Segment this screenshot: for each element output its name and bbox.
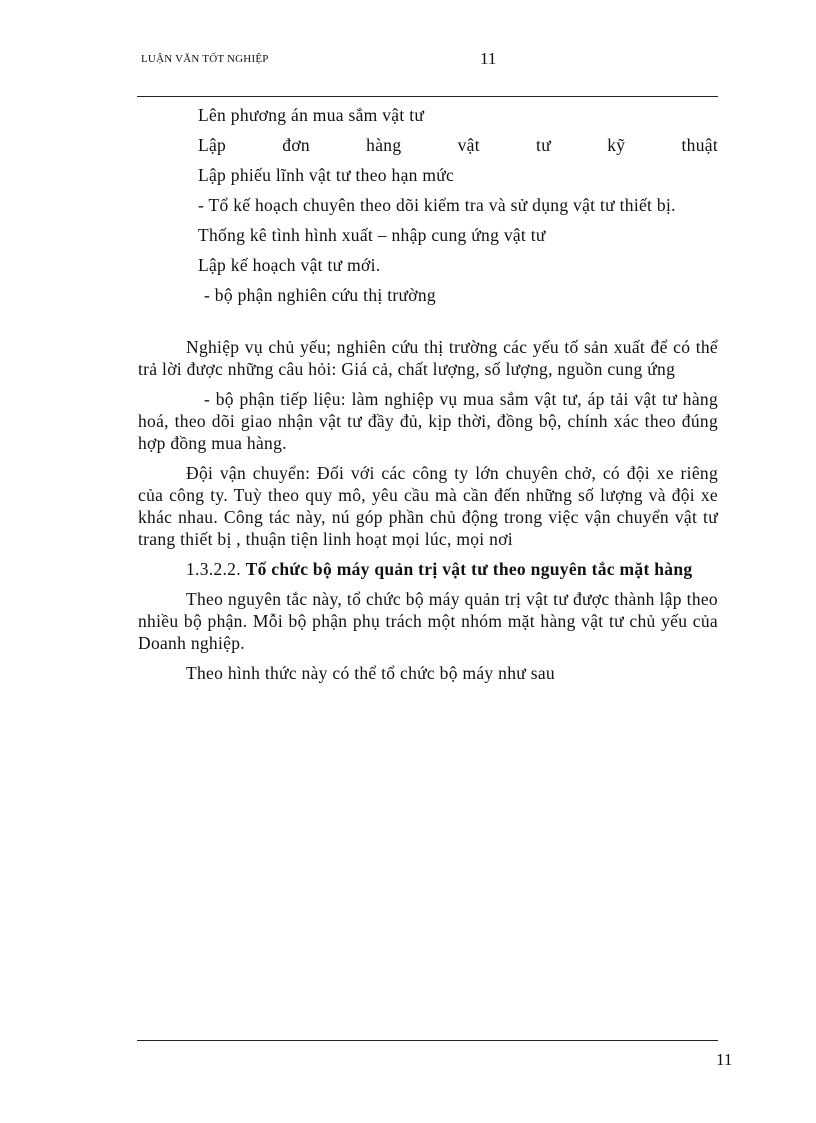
- section-heading: [138, 558, 718, 580]
- footer-page-number: 11: [716, 1050, 733, 1069]
- running-title: LUẬN VĂN TỐT NGHIỆP: [141, 53, 269, 65]
- list-line: Lên phương án mua sắm vật tư: [198, 105, 425, 125]
- section-title: Tổ chức bộ máy quản trị vật tư theo nguyên tắc mặt hàng: [245, 559, 693, 579]
- list-line: Lập đơn hàng vật tư kỹ thuật: [198, 135, 718, 155]
- list-line: Lập phiếu lĩnh vật tư theo hạn mức: [198, 165, 455, 185]
- footer-rule: [137, 1040, 718, 1041]
- section-label: - bộ phận nghiên cứu thị trường: [204, 285, 436, 305]
- paragraph: Theo hình thức này có thể tổ chức bộ máy như sau: [186, 663, 555, 683]
- paragraph: Nghiệp vụ chủ yếu; nghiên cứu thị trường các yếu tố sản xuất để có thể trả lời được những câu hỏi: Giá cả, chất lượng, số lượng, nguồn cung ứng: [138, 337, 718, 379]
- header-page-number: 11: [480, 49, 497, 68]
- section-number: 1.3.2.2.: [186, 559, 241, 579]
- body-text: [138, 104, 718, 684]
- list-line: Lập kế hoạch vật tư mới.: [198, 255, 381, 275]
- list-line: Thống kê tình hình xuất – nhập cung ứng vật tư: [198, 225, 546, 245]
- paragraph: Theo nguyên tắc này, tổ chức bộ máy quản trị vật tư được thành lập theo nhiều bộ phận. Mỗi bộ phận phụ trách một nhóm mặt hàng vật tư chủ yếu của Doanh nghiệp.: [138, 589, 718, 653]
- paragraph: Đội vận chuyển: Đối với các công ty lớn chuyên chở, có đội xe riêng của công ty. Tuỳ theo quy mô, yêu cầu mà cần đến những số lượng và đội xe khác nhau. Công tác này, nú góp phần chủ động trong việc vận chuyển vật tư trang thiết bị , thuận tiện linh hoạt mọi lúc, mọi nơi: [138, 463, 718, 549]
- list-line: - Tổ kế hoạch chuyên theo dõi kiểm tra và sử dụng vật tư thiết bị.: [198, 195, 676, 215]
- paragraph: - bộ phận tiếp liệu: làm nghiệp vụ mua sắm vật tư, áp tải vật tư hàng hoá, theo dõi giao nhận vật tư đầy đủ, kịp thời, đồng bộ, chính xác theo đúng hợp đồng mua hàng.: [138, 389, 718, 453]
- header-rule: [137, 96, 718, 97]
